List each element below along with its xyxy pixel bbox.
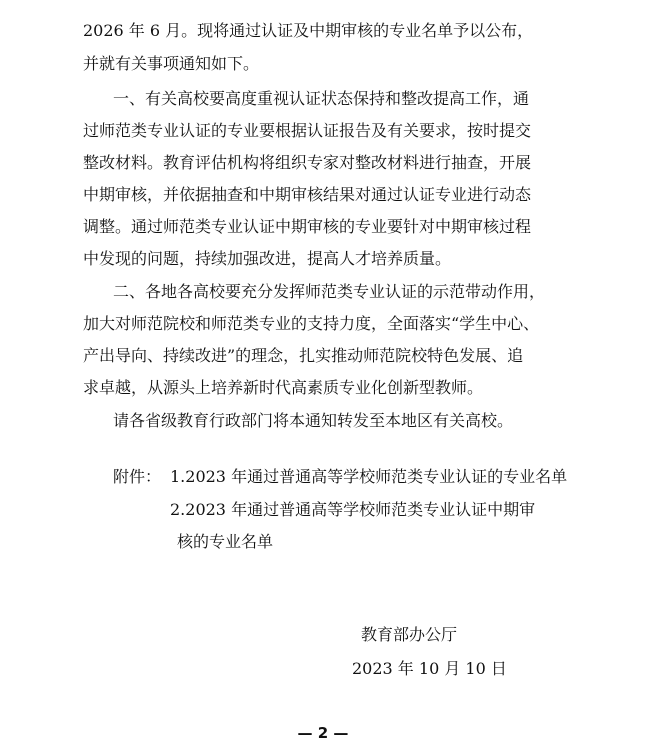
intro-line-2: 并就有关事项通知如下。 <box>83 54 260 73</box>
page-number: — 2 — <box>297 724 349 742</box>
attachment-item-1: 1.2023 年通过普通高等学校师范类专业认证的专业名单 <box>170 467 568 486</box>
signature-date: 2023 年 10 月 10 日 <box>352 659 507 678</box>
para1-line-5: 调整。通过师范类专业认证中期审核的专业要针对中期审核过程 <box>83 217 532 236</box>
attachments-label: 附件： <box>113 467 162 486</box>
para3-line-1: 请各省级教育行政部门将本通知转发至本地区有关高校。 <box>113 411 514 430</box>
intro-line-1: 2026 年 6 月。现将通过认证及中期审核的专业名单予以公布， <box>83 21 534 40</box>
para1-line-2: 过师范类专业认证的专业要根据认证报告及有关要求，按时提交 <box>83 121 532 140</box>
para1-line-3: 整改材料。教育评估机构将组织专家对整改材料进行抽查，开展 <box>83 153 532 172</box>
para1-line-4: 中期审核，并依据抽查和中期审核结果对通过认证专业进行动态 <box>83 185 532 204</box>
attachment-item-2-line-1: 2.2023 年通过普通高等学校师范类专业认证中期审 <box>170 500 536 519</box>
para2-line-3: 产出导向、持续改进”的理念，扎实推动师范院校特色发展、追 <box>83 346 524 365</box>
para2-line-2: 加大对师范院校和师范类专业的支持力度，全面落实“学生中心、 <box>83 314 540 333</box>
para2-line-1: 二、各地各高校要充分发挥师范类专业认证的示范带动作用， <box>113 282 546 301</box>
para2-line-4: 求卓越，从源头上培养新时代高素质专业化创新型教师。 <box>83 378 484 397</box>
para1-line-6: 中发现的问题，持续加强改进，提高人才培养质量。 <box>83 249 452 268</box>
para1-line-1: 一、有关高校要高度重视认证状态保持和整改提高工作，通 <box>113 89 530 108</box>
signature-org: 教育部办公厅 <box>361 625 458 644</box>
attachment-item-2-line-2: 核的专业名单 <box>177 532 274 551</box>
